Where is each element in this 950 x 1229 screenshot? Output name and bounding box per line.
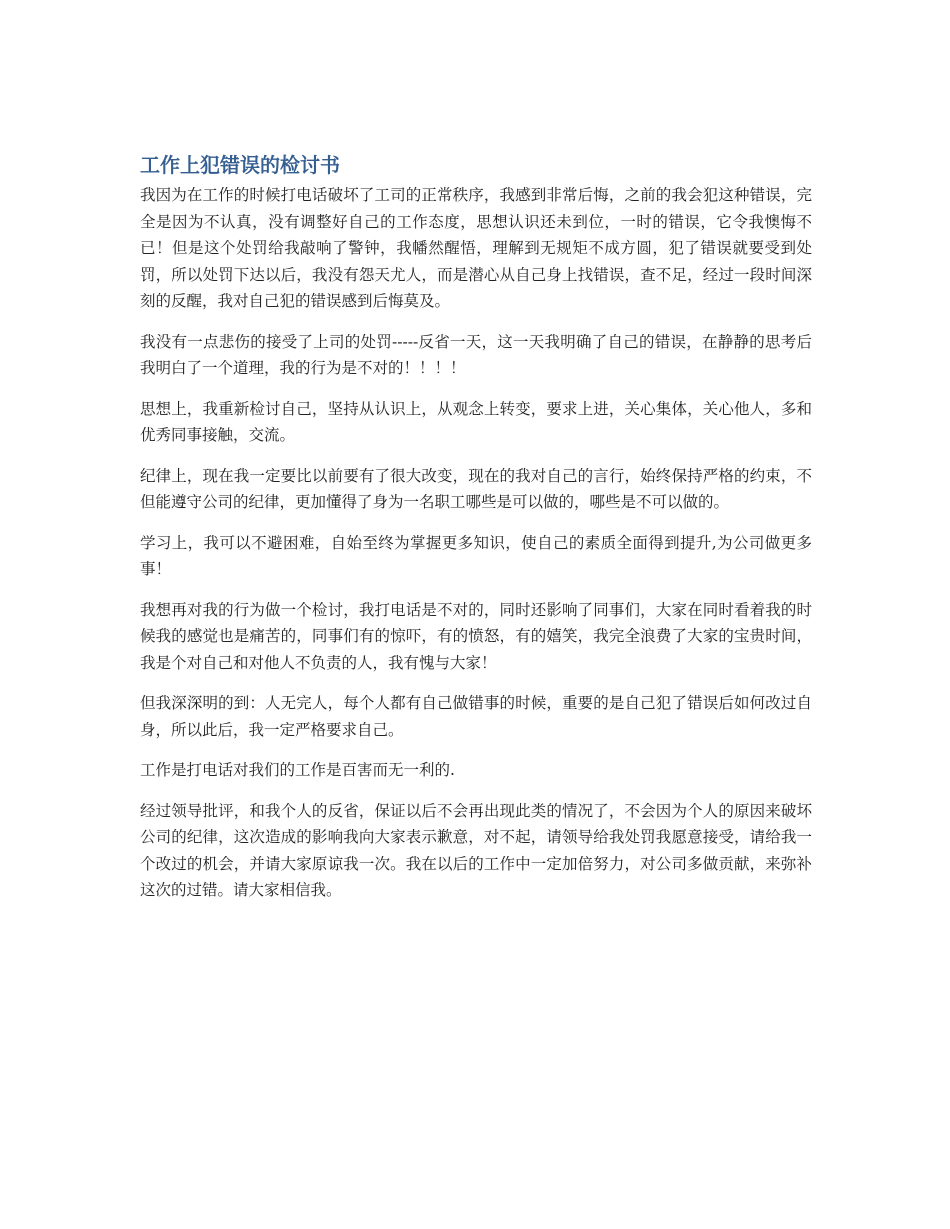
paragraph-discipline: 纪律上，现在我一定要比以前要有了很大改变，现在的我对自己的言行，始终保持严格的约束，不但能遵守公司的纪律，更加懂得了身为一名职工哪些是可以做的，哪些是不可以做的。 <box>140 466 812 511</box>
document-body <box>140 150 812 918</box>
paragraph-thinking: 思想上，我重新检讨自己，坚持从认识上，从观念上转变，要求上进，关心集体，关心他人，多和优秀同事接触，交流。 <box>140 399 812 444</box>
paragraph-punishment: 我没有一点悲伤的接受了上司的处罚-----反省一天，这一天我明确了自己的错误，在静静的思考后我明白了一个道理，我的行为是不对的！！！！ <box>140 332 812 377</box>
paragraph-behavior-review: 我想再对我的行为做一个检讨，我打电话是不对的，同时还影响了同事们，大家在同时看着我的时候我的感觉也是痛苦的，同事们有的惊吓，有的愤怒，有的嬉笑，我完全浪费了大家的宝贵时间，我是个对自己和对他人不负责的人，我有愧与大家！ <box>140 600 812 672</box>
paragraph-commitment: 经过领导批评，和我个人的反省，保证以后不会再出现此类的情况了，不会因为个人的原因来破坏公司的纪律，这次造成的影响我向大家表示歉意，对不起，请领导给我处罚我愿意接受，请给我一个改过的机会，并请大家原谅我一次。我在以后的工作中一定加倍努力，对公司多做贡献，来弥补这次的过错。请大家相信我。 <box>140 801 812 899</box>
paragraph-study: 学习上，我可以不避困难，自始至终为掌握更多知识，使自己的素质全面得到提升,为公司做更多事！ <box>140 533 812 578</box>
paragraph-apology-intro: 我因为在工作的时候打电话破坏了工司的正常秩序，我感到非常后悔，之前的我会犯这种错误，完全是因为不认真，没有调整好自己的工作态度，思想认识还未到位，一时的错误，它令我懊悔不已！但是这个处罚给我敲响了警钟，我幡然醒悟，理解到无规矩不成方圆，犯了错误就要受到处罚，所以处罚下达以后，我没有怨天尤人，而是潜心从自己身上找错误，查不足，经过一段时间深刻的反醒，我对自己犯的错误感到后悔莫及。 <box>140 186 812 310</box>
document-title: 工作上犯错误的检讨书 <box>140 153 340 177</box>
paragraph-reflection: 但我深深明的到：人无完人，每个人都有自己做错事的时候，重要的是自己犯了错误后如何改过自身，所以此后，我一定严格要求自己。 <box>140 694 812 739</box>
paragraph-phone-harm: 工作是打电话对我们的工作是百害而无一利的. <box>140 761 455 779</box>
